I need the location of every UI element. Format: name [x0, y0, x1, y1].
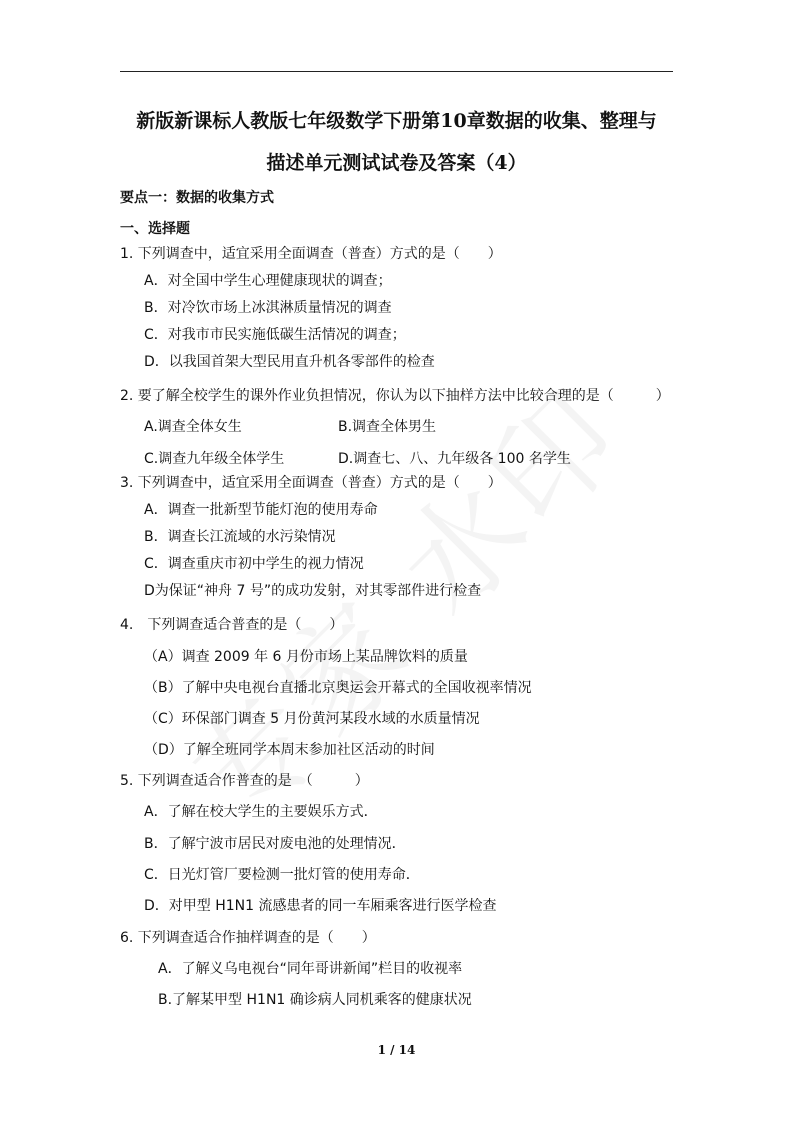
question-1-option-c: C．对我市市民实施低碳生活情况的调查； — [144, 327, 406, 343]
page-number: 1 / 14 — [377, 1043, 416, 1057]
question-3-stem: 3. 下列调查中，适宜采用全面调查（普查）方式的是（ ） — [120, 475, 502, 491]
question-3-option-b: B．调查长江流域的水污染情况 — [144, 529, 336, 545]
header-rule — [120, 71, 673, 72]
question-5-option-d: D．对甲型 H1N1 流感患者的同一车厢乘客进行医学检查 — [144, 898, 497, 914]
key-point-heading: 要点一：数据的收集方式 — [120, 190, 274, 206]
question-6-option-b: B.了解某甲型 H1N1 确诊病人同机乘客的健康状况 — [158, 992, 472, 1008]
question-2-option-c: C.调查九年级全体学生 — [144, 451, 285, 467]
question-6-stem: 6. 下列调查适合作抽样调查的是（ ） — [120, 930, 376, 946]
document-title-line-2: 描述单元测试试卷及答案（4） — [266, 152, 527, 174]
question-2-option-b: B.调查全体男生 — [338, 419, 437, 435]
question-6-option-a: A．了解义乌电视台“同年哥讲新闻”栏目的收视率 — [158, 961, 463, 977]
question-2-stem: 2. 要了解全校学生的课外作业负担情况，你认为以下抽样方法中比较合理的是（ ） — [120, 388, 670, 404]
question-3-option-d: D为保证“神舟 7 号”的成功发射，对其零部件进行检查 — [144, 583, 482, 599]
question-2-option-d: D.调查七、八、九年级各 100 名学生 — [338, 451, 571, 467]
question-5-stem: 5. 下列调查适合作普查的是 （ ） — [120, 773, 369, 789]
question-5-option-a: A．了解在校大学生的主要娱乐方式． — [144, 804, 378, 820]
question-1-option-a: A．对全国中学生心理健康现状的调查； — [144, 273, 392, 289]
question-1-stem: 1. 下列调查中，适宜采用全面调查（普查）方式的是（ ） — [120, 246, 502, 262]
question-3-option-c: C．调查重庆市初中学生的视力情况 — [144, 556, 364, 572]
section-heading: 一、选择题 — [120, 221, 190, 237]
question-4-option-c: （C）环保部门调查 5 月份黄河某段水域的水质量情况 — [144, 711, 480, 727]
question-5-option-b: B．了解宁波市居民对废电池的处理情况． — [144, 836, 406, 852]
question-5-option-c: C．日光灯管厂要检测一批灯管的使用寿命． — [144, 867, 420, 883]
document-title-line-1: 新版新课标人教版七年级数学下册第10章数据的收集、整理与 — [136, 110, 657, 132]
question-4-option-b: （B）了解中央电视台直播北京奥运会开幕式的全国收视率情况 — [144, 680, 532, 696]
question-4-option-a: （A）调查 2009 年 6 月份市场上某品牌饮料的质量 — [144, 649, 468, 665]
question-3-option-a: A．调查一批新型节能灯泡的使用寿命 — [144, 502, 378, 518]
question-4-option-d: （D）了解全班同学本周末参加社区活动的时间 — [144, 742, 435, 758]
question-1-option-b: B．对冷饮市场上冰淇淋质量情况的调查 — [144, 300, 392, 316]
question-1-option-d: D．以我国首架大型民用直升机各零部件的检查 — [144, 354, 435, 370]
question-4-stem: 4. 下列调查适合普查的是（ ） — [120, 617, 344, 633]
question-2-option-a: A.调查全体女生 — [144, 419, 242, 435]
